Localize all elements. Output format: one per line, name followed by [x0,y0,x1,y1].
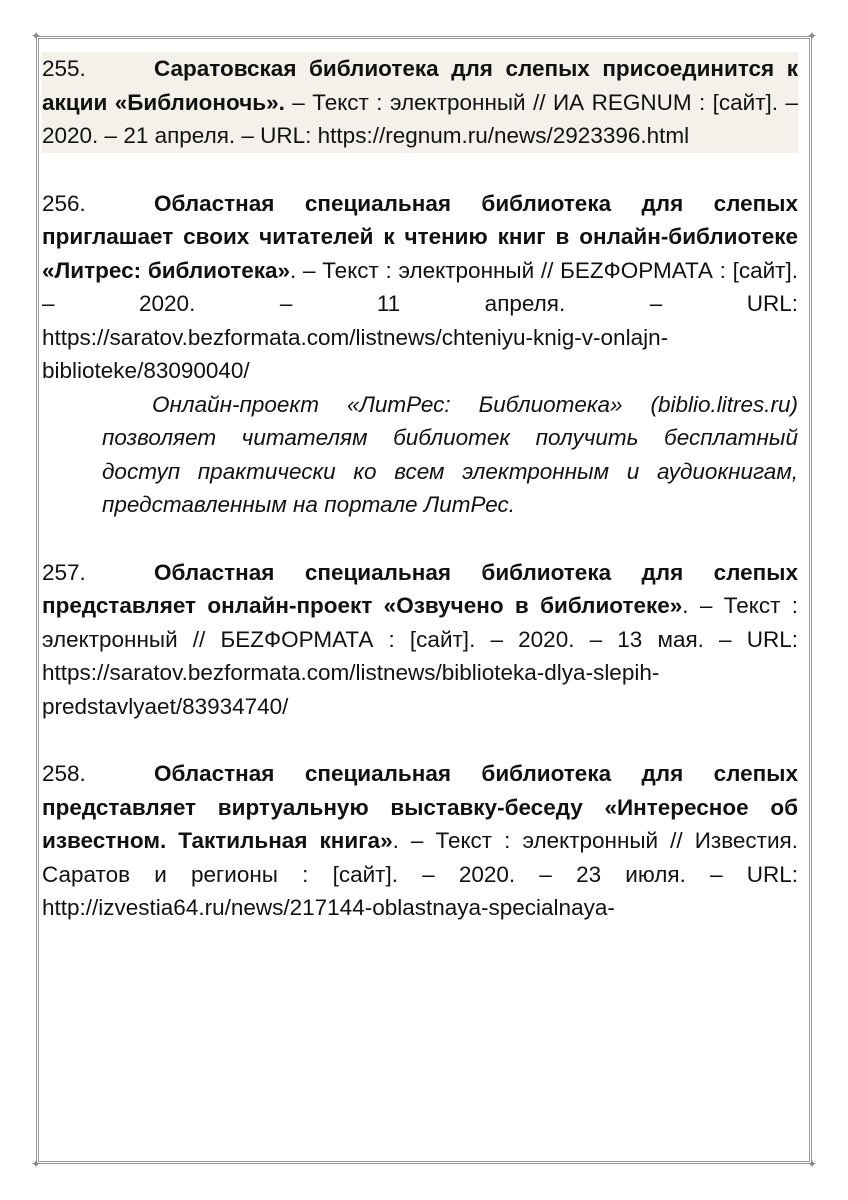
entry-title: Областная специальная библиотека для слепых представляет онлайн-проект «Озвучено в библиотеке» [42,559,798,618]
entry-number: 258. [42,761,86,786]
entry-details: . – Текст : электронный // БЕZФОРМАТА : [сайт]. – 2020. – 13 мая. – URL: https://saratov.bezformata.com/listnews/biblioteka-dlya-slepih-predstavlyaet/83934740/ [42,593,798,719]
bibliography-entry [42,757,798,925]
corner-ornament-bottom-left: ✦ [31,1157,42,1171]
entry-number: 256. [42,190,86,216]
entry-number: 257. [42,559,86,585]
bibliography-entry [42,52,798,153]
entry-title: Областная специальная библиотека для слепых приглашает своих читателей к чтению книг в онлайн-библиотеке «Литрес: библиотека» [42,190,798,283]
entry-annotation: Онлайн-проект «ЛитРес: Библиотека» (biblio.litres.ru) позволяет читателям библиотек получить бесплатный доступ практически ко всем электронным и аудиокнигам, представленным на портале ЛитРес. [102,391,798,517]
entry-number: 255. [42,56,86,81]
bibliography-entry [42,556,798,724]
entry-details: – Текст : электронный // ИА REGNUM : [сайт]. – 2020. – 21 апреля. – URL: https://regnum.ru/news/2923396.html [42,89,798,148]
entry-details: . – Текст : электронный // БЕZФОРМАТА : [сайт]. – 2020. – 11 апреля. – URL: https://saratov.bezformata.com/listnews/chteniyu-knig-v-onlajn-biblioteke/83090040/ [42,257,798,383]
corner-ornament-bottom-right: ✦ [807,1157,818,1171]
entry-title: Саратовская библиотека для слепых присоединится к акции «Библионочь». [42,56,798,115]
corner-ornament-top-left: ✦ [31,29,42,43]
bibliography-entry [42,187,798,522]
corner-ornament-top-right: ✦ [807,29,818,43]
bibliography-list [42,52,798,959]
entry-title: Областная специальная библиотека для слепых представляет виртуальную выставку-беседу «Интересное об известном. Тактильная книга» [42,761,798,853]
entry-details: . – Текст : электронный // Известия. Саратов и регионы : [сайт]. – 2020. – 23 июля. – URL: http://izvestia64.ru/news/217144-oblastnaya-specialnaya- [42,828,798,920]
